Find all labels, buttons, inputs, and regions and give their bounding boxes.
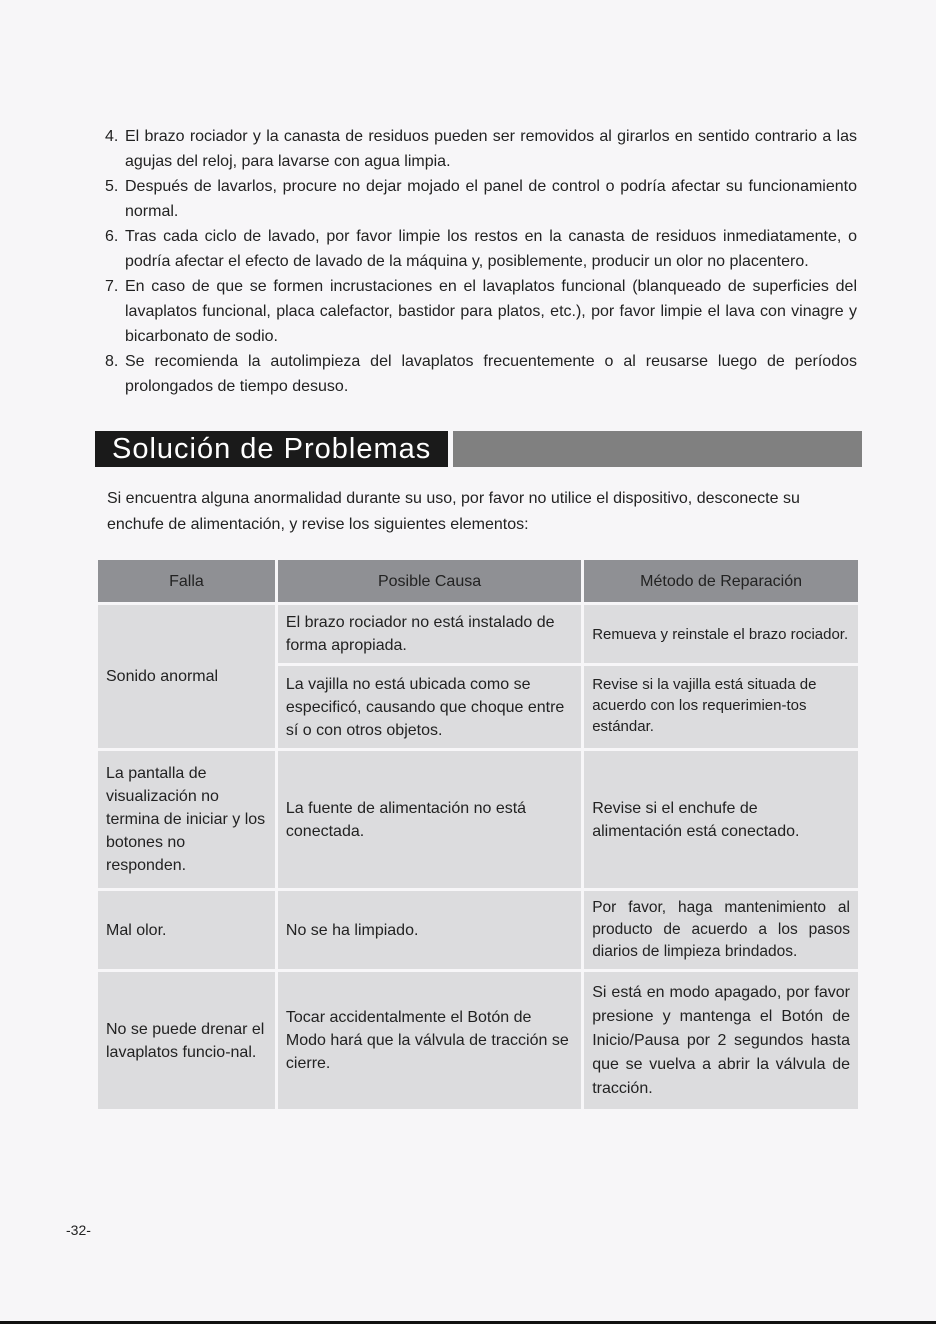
item-text: En caso de que se formen incrustaciones en el lavaplatos funcional (blanqueado de superficies del lavaplatos funcional, placa calefactor, bastidor para platos, etc.), por favor limpie el lava con vinagre y bicarbonato de sodio. (125, 278, 857, 345)
troubleshooting-table (95, 557, 861, 1112)
item-number: 4. (105, 128, 119, 145)
metodo-cell: Revise si la vajilla está situada de acuerdo con los requerimien-tos estándar. (584, 666, 858, 748)
item-number: 7. (105, 278, 119, 295)
falla-cell: No se puede drenar el lavaplatos funcio-nal. (98, 972, 275, 1109)
table-header-row (98, 560, 858, 602)
item-text: Tras cada ciclo de lavado, por favor limpie los restos en la canasta de residuos inmediatamente, o podría afectar el efecto de lavado de la máquina y, posiblemente, producir un olor no placentero. (125, 228, 857, 270)
header-causa: Posible Causa (278, 560, 581, 602)
table-row (98, 891, 858, 969)
metodo-cell: Remueva y reinstale el brazo rociador. (584, 605, 858, 663)
metodo-cell: Por favor, haga mantenimiento al producto de acuerdo a los pasos diarios de limpieza brindados. (584, 891, 858, 969)
list-item (105, 224, 857, 274)
item-number: 8. (105, 353, 119, 370)
item-number: 6. (105, 228, 119, 245)
maintenance-list (105, 124, 857, 399)
section-title: Solución de Problemas (95, 431, 448, 467)
item-text: Se recomienda la autolimpieza del lavaplatos frecuentemente o al reusarse luego de períodos prolongados de tiempo desuso. (125, 353, 857, 395)
metodo-cell: Revise si el enchufe de alimentación está conectado. (584, 751, 858, 888)
falla-cell: La pantalla de visualización no termina de iniciar y los botones no responden. (98, 751, 275, 888)
item-text: El brazo rociador y la canasta de residuos pueden ser removidos al girarlos en sentido contrario a las agujas del reloj, para lavarse con agua limpia. (125, 128, 857, 170)
header-falla: Falla (98, 560, 275, 602)
list-item (105, 349, 857, 399)
causa-cell: No se ha limpiado. (278, 891, 581, 969)
section-title-bar (453, 431, 862, 467)
causa-cell: Tocar accidentalmente el Botón de Modo hará que la válvula de tracción se cierre. (278, 972, 581, 1109)
item-number: 5. (105, 178, 119, 195)
metodo-cell: Si está en modo apagado, por favor presione y mantenga el Botón de Inicio/Pausa por 2 segundos hasta que se vuelva a abrir la válvula de tracción. (584, 972, 858, 1109)
list-item (105, 174, 857, 224)
list-item (105, 124, 857, 174)
table-row (98, 972, 858, 1109)
page-number: -32- (66, 1222, 91, 1238)
falla-cell: Sonido anormal (98, 605, 275, 748)
table-row (98, 605, 858, 663)
list-item (105, 274, 857, 349)
table-row (98, 751, 858, 888)
header-metodo: Método de Reparación (584, 560, 858, 602)
intro-paragraph: Si encuentra alguna anormalidad durante su uso, por favor no utilice el dispositivo, desconecte su enchufe de alimentación, y revise los siguientes elementos: (107, 490, 800, 533)
causa-cell: La fuente de alimentación no está conectada. (278, 751, 581, 888)
causa-cell: La vajilla no está ubicada como se especificó, causando que choque entre sí o con otros objetos. (278, 666, 581, 748)
causa-cell: El brazo rociador no está instalado de forma apropiada. (278, 605, 581, 663)
item-text: Después de lavarlos, procure no dejar mojado el panel de control o podría afectar su funcionamiento normal. (125, 178, 857, 220)
falla-cell: Mal olor. (98, 891, 275, 969)
